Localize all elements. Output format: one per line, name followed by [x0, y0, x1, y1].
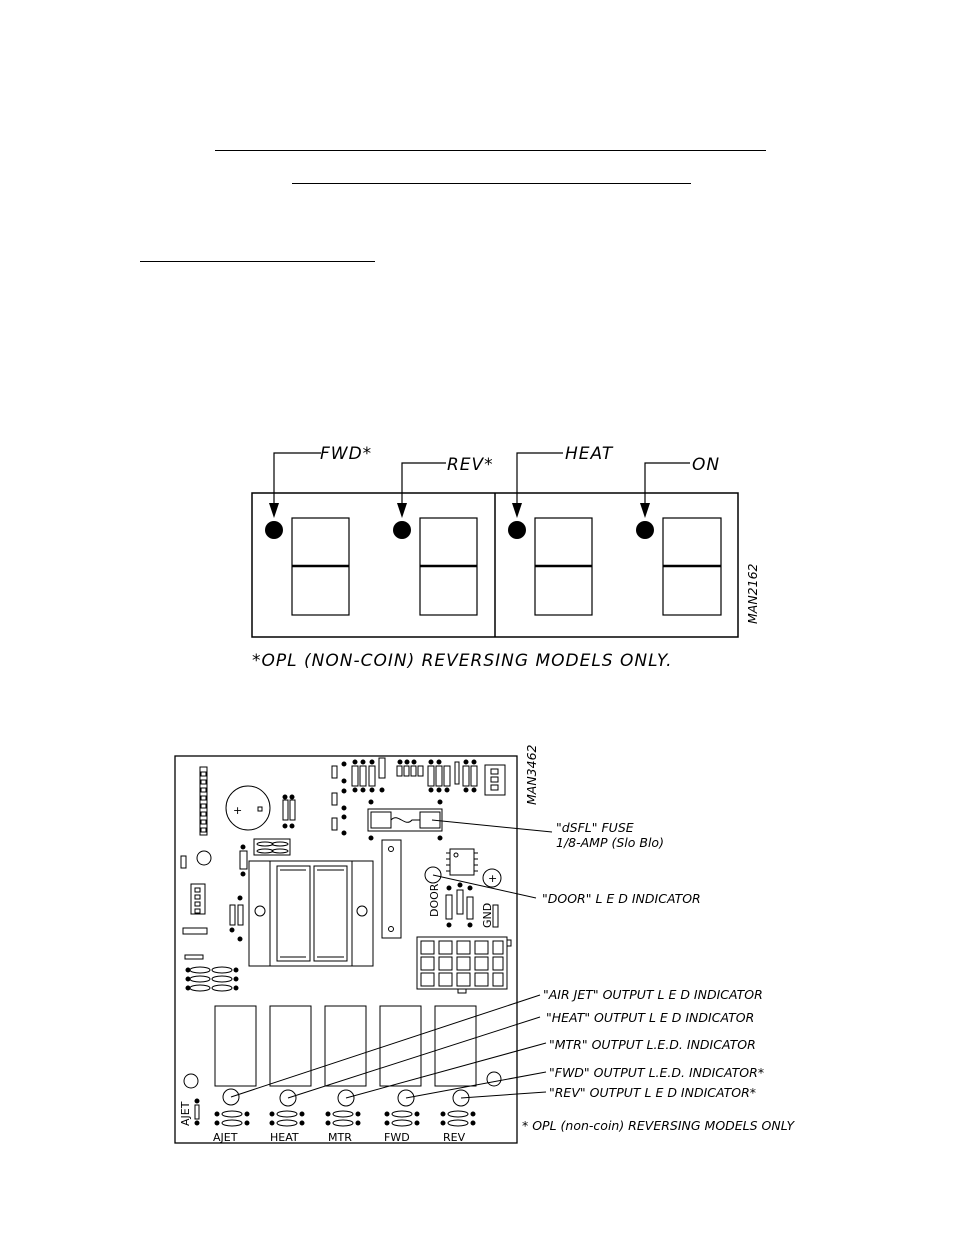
heat-label: HEAT	[565, 444, 614, 464]
fuse-callout-line1: "dSFL" FUSE	[556, 820, 634, 835]
door-callout: "DOOR" L E D INDICATOR	[542, 891, 701, 906]
resistor-array	[186, 967, 238, 991]
rev-label: REV*	[447, 455, 494, 475]
bottom-label-ajet: AJET	[213, 1131, 238, 1144]
buzzer-plus-label: +	[233, 804, 243, 817]
bottom-label-mtr: MTR	[328, 1131, 352, 1144]
ribbon-connector	[200, 767, 207, 835]
fwd-callout: "FWD" OUTPUT L.E.D. INDICATOR*	[549, 1065, 765, 1080]
display-footnote: *OPL (NON-COIN) REVERSING MODELS ONLY.	[252, 651, 673, 671]
board-outline	[175, 756, 517, 1143]
fwd-label: FWD*	[320, 444, 373, 464]
gnd-silkscreen: GND	[481, 902, 494, 928]
on-label: ON	[692, 455, 721, 475]
transistor-group	[332, 762, 346, 835]
fuse-callout-line2: 1/8-AMP (Slo Blo)	[556, 835, 664, 850]
bottom-resistors	[215, 1111, 475, 1126]
mtr-callout: "MTR" OUTPUT L.E.D. INDICATOR	[549, 1037, 756, 1052]
main-connector	[417, 937, 511, 993]
air-jet-callout: "AIR JET" OUTPUT L E D INDICATOR	[543, 987, 763, 1002]
main-relay	[249, 861, 373, 966]
rev-callout: "REV" OUTPUT L E D INDICATOR*	[549, 1085, 757, 1100]
heat-callout: "HEAT" OUTPUT L E D INDICATOR	[546, 1010, 755, 1025]
fuse-component	[368, 800, 442, 840]
output-relays	[215, 1006, 476, 1086]
ajet-side-silkscreen: AJET	[179, 1101, 192, 1126]
bottom-label-fwd: FWD	[384, 1131, 410, 1144]
capacitor-plus-label: +	[488, 872, 498, 885]
top-resistor-row	[352, 758, 477, 792]
door-silkscreen: DOOR	[428, 883, 441, 917]
bottom-label-rev: REV	[443, 1131, 466, 1144]
display-part-number: MAN2162	[745, 563, 760, 624]
callout-leaders	[231, 820, 552, 1098]
bottom-label-heat: HEAT	[270, 1131, 299, 1144]
board-part-number: MAN3462	[524, 744, 539, 805]
board-footnote: * OPL (non-coin) REVERSING MODELS ONLY	[522, 1118, 795, 1133]
ic-chip	[446, 849, 478, 875]
